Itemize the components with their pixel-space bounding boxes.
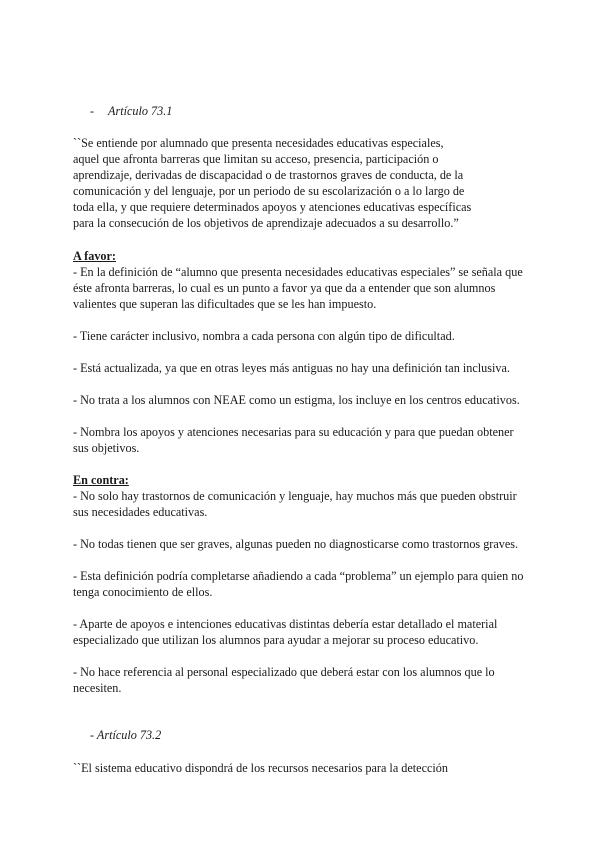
quote-line: ``Se entiende por alumnado que presenta necesidades educativas especiales, [73,136,444,150]
quote-line: toda ella, y que requiere determinados apoyos y atenciones educativas específicas [73,200,472,214]
favor-point: - Tiene carácter inclusivo, nombra a cada persona con algún tipo de dificultad. [73,329,455,343]
favor-point: - Está actualizada, ya que en otras leyes más antiguas no hay una definición tan inclusiva. [73,361,510,375]
contra-point: - Aparte de apoyos e intenciones educativas distintas debería estar detallado el material [73,617,498,631]
contra-heading: En contra: [73,473,129,487]
quote-article-73-2: ``El sistema educativo dispondrá de los recursos necesarios para la detección [73,761,448,775]
contra-point: - No todas tienen que ser graves, algunas pueden no diagnosticarse como trastornos graves. [73,537,519,551]
favor-point: éste afronta barreras, lo cual es un punto a favor ya que da a entender que son alumnos [73,281,496,295]
contra-point: tenga conocimiento de ellos. [73,585,213,599]
contra-point: - Esta definición podría completarse añadiendo a cada “problema” un ejemplo para quien no [73,569,524,583]
favor-point: - Nombra los apoyos y atenciones necesarias para su educación y para que puedan obtener [73,425,514,439]
quote-line: aquel que afronta barreras que limitan su acceso, presencia, participación o [73,152,439,166]
quote-line: comunicación y del lenguaje, por un periodo de su escolarización o a lo largo de [73,184,465,198]
article-73-1-title: Artículo 73.1 [108,104,173,118]
favor-point: sus objetivos. [73,441,140,455]
favor-point: - En la definición de “alumno que presenta necesidades educativas especiales” se señala que [73,265,523,279]
contra-point: necesiten. [73,681,122,695]
contra-point: - No hace referencia al personal especializado que deberá estar con los alumnos que lo [73,665,495,679]
contra-point: especializado que utilizan los alumnos para ayudar a mejorar su proceso educativo. [73,633,479,647]
quote-line: para la consecución de los objetivos de aprendizaje adecuados a su desarrollo.” [73,216,459,230]
contra-point: - No solo hay trastornos de comunicación y lenguaje, hay muchos más que pueden obstruir [73,489,517,503]
quote-line: aprendizaje, derivadas de discapacidad o de trastornos graves de conducta, de la [73,168,464,182]
favor-heading: A favor: [73,249,116,263]
favor-point: - No trata a los alumnos con NEAE como un estigma, los incluye en los centros educativos. [73,393,520,407]
favor-point: valientes que superan las dificultades que se les han impuesto. [73,297,377,311]
contra-point: sus necesidades educativas. [73,505,208,519]
article-73-1-dash: - [90,104,95,118]
article-73-2-title: - Artículo 73.2 [90,728,162,742]
